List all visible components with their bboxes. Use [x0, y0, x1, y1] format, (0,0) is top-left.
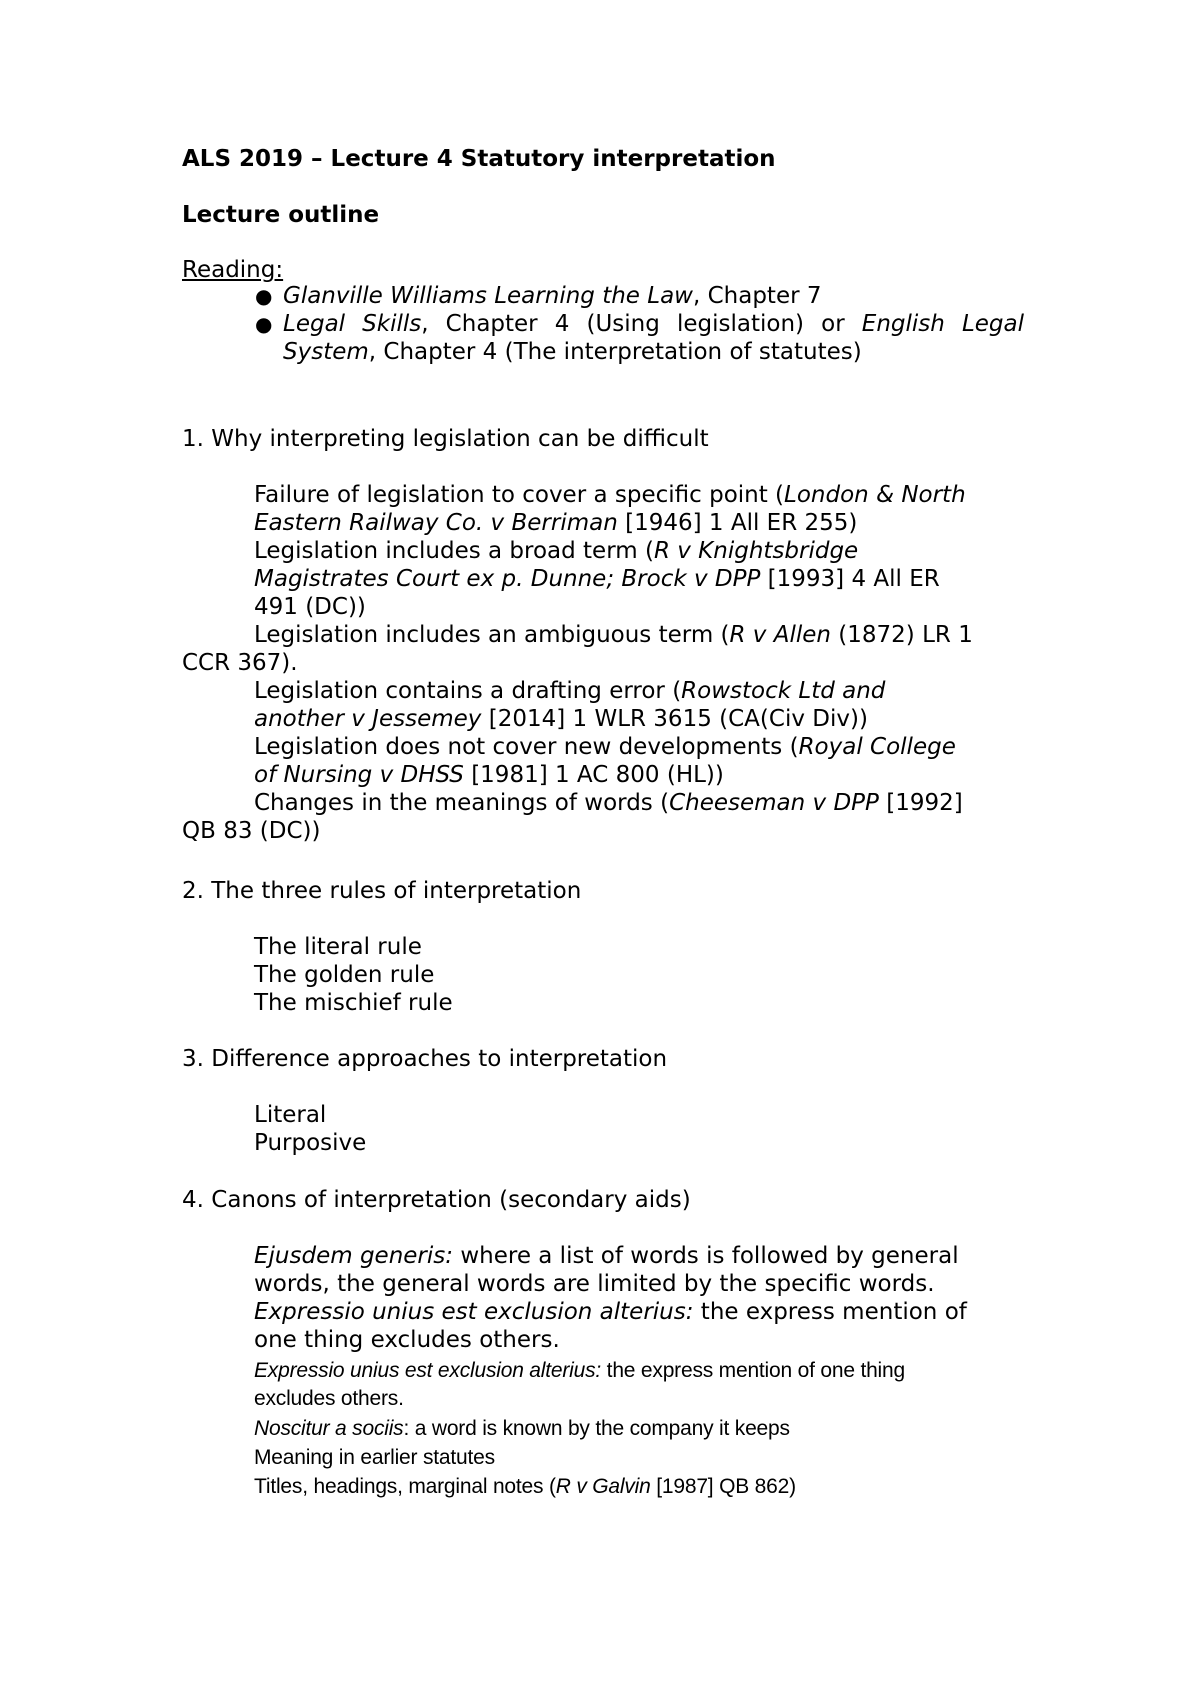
section-3-item: Literal: [254, 1102, 327, 1128]
section-1-line: Failure of legislation to cover a specific point (London & North: [254, 482, 966, 508]
document-title: ALS 2019 – Lecture 4 Statutory interpretation: [182, 146, 776, 172]
section-4-line: Ejusdem generis: where a list of words is followed by general: [254, 1243, 959, 1269]
bullet-icon: ●: [255, 284, 273, 308]
section-4-secondary-line: Noscitur a sociis: a word is known by the company it keeps: [254, 1417, 790, 1440]
section-3-item: Purposive: [254, 1130, 367, 1156]
reading-item-2-line-2: System, Chapter 4 (The interpretation of statutes): [283, 339, 862, 365]
bullet-icon: ●: [255, 312, 273, 336]
section-1-line: of Nursing v DHSS [1981] 1 AC 800 (HL)): [254, 762, 724, 788]
outline-heading: Lecture outline: [182, 202, 380, 228]
section-4-line: Expressio unius est exclusion alterius: the express mention of: [254, 1299, 967, 1325]
section-4-heading: 4. Canons of interpretation (secondary aids): [182, 1187, 691, 1213]
section-1-line: CCR 367).: [182, 650, 298, 676]
section-1-heading: 1. Why interpreting legislation can be difficult: [182, 426, 709, 452]
section-1-line: Legislation contains a drafting error (Rowstock Ltd and: [254, 678, 886, 704]
section-4-line: one thing excludes others.: [254, 1327, 560, 1353]
section-2-item: The literal rule: [254, 934, 422, 960]
section-1-line: 491 (DC)): [254, 594, 366, 620]
section-1-line: Legislation includes a broad term (R v Knightsbridge: [254, 538, 859, 564]
section-1-line: QB 83 (DC)): [182, 818, 321, 844]
section-2-item: The golden rule: [254, 962, 435, 988]
section-3-heading: 3. Difference approaches to interpretation: [182, 1046, 668, 1072]
section-4-line: words, the general words are limited by the specific words.: [254, 1271, 935, 1297]
section-1-line: Legislation includes an ambiguous term (R v Allen (1872) LR 1: [254, 622, 973, 648]
reading-label: Reading:: [182, 257, 284, 283]
reading-item-2-line-1: Legal Skills, Chapter 4 (Using legislation) or English Legal: [283, 311, 1024, 337]
section-4-secondary-line: Expressio unius est exclusion alterius: the express mention of one thing: [254, 1359, 905, 1382]
section-2-item: The mischief rule: [254, 990, 453, 1016]
section-1-line: Magistrates Court ex p. Dunne; Brock v DPP [1993] 4 All ER: [254, 566, 940, 592]
reading-item-1: Glanville Williams Learning the Law, Chapter 7: [283, 283, 822, 309]
section-1-line: Legislation does not cover new developments (Royal College: [254, 734, 956, 760]
section-1-line: Eastern Railway Co. v Berriman [1946] 1 All ER 255): [254, 510, 858, 536]
section-4-secondary-line: Meaning in earlier statutes: [254, 1446, 495, 1469]
section-4-secondary-line: Titles, headings, marginal notes (R v Galvin [1987] QB 862): [254, 1475, 796, 1498]
section-1-line: another v Jessemey [2014] 1 WLR 3615 (CA(Civ Div)): [254, 706, 868, 732]
section-4-secondary-line: excludes others.: [254, 1387, 404, 1410]
section-1-line: Changes in the meanings of words (Cheeseman v DPP [1992]: [254, 790, 963, 816]
section-2-heading: 2. The three rules of interpretation: [182, 878, 582, 904]
